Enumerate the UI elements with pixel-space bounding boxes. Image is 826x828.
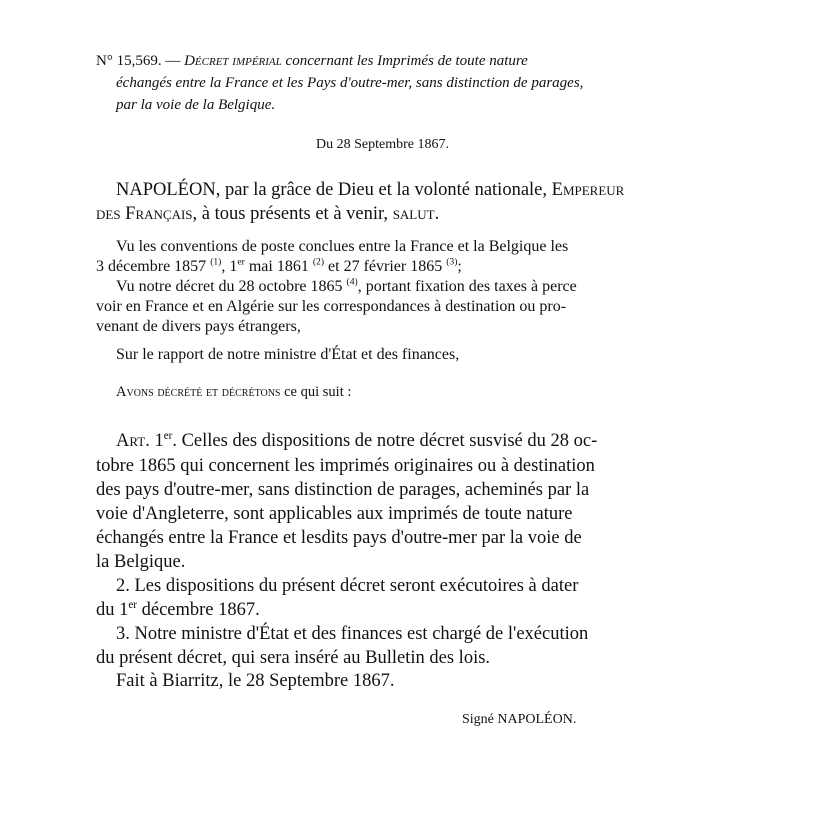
signature xyxy=(462,712,576,728)
emperor-name: NAPOLÉON xyxy=(116,180,216,200)
consideration-line: venant de divers pays étrangers, xyxy=(96,318,301,335)
footnote-ref-3[interactable]: (3) xyxy=(446,256,458,268)
consideration-line: Sur le rapport de notre ministre d'État et des finances, xyxy=(116,346,460,363)
article-1-line xyxy=(116,431,597,452)
enacting-smallcaps: Avons décrété et décrétons xyxy=(116,384,281,400)
footnote-ref-2[interactable]: (2) xyxy=(312,256,325,268)
decree-heading-line-1 xyxy=(96,53,528,70)
text: , 1 xyxy=(221,258,238,275)
ordinal: er xyxy=(163,429,173,442)
article-1-line: échangés entre la France et lesdits pays d'outre-mer par la voie de xyxy=(96,528,582,548)
decree-heading-line-2: échangés entre la France et les Pays d'outre-mer, sans distinction de parages, xyxy=(116,75,584,91)
consideration-line xyxy=(116,278,577,296)
ordinal: er xyxy=(128,598,137,611)
article-3-line: du présent décret, qui sera inséré au Bulletin des lois. xyxy=(96,648,491,668)
text: 3 décembre 1857 xyxy=(96,258,211,275)
text: mai 1861 xyxy=(244,258,313,275)
article-1-line: tobre 1865 qui concernent les imprimés originaires ou à destination xyxy=(96,456,595,476)
consideration-line xyxy=(96,258,462,276)
article-label: Art. 1 xyxy=(116,431,164,451)
article-1-line: des pays d'outre-mer, sans distinction de parages, acheminés par la xyxy=(96,480,590,500)
consideration-line: Vu les conventions de poste conclues entre la France et la Belgique les xyxy=(116,238,569,255)
signature-prefix: Signé xyxy=(462,712,498,727)
consideration-line: voir en France et en Algérie sur les correspondances à destination ou pro- xyxy=(96,298,567,315)
article-1-line: voie d'Angleterre, sont applicables aux imprimés de toute nature xyxy=(96,504,573,524)
article-2-line: 2. Les dispositions du présent décret seront exécutoires à dater xyxy=(116,576,579,596)
enacting-clause xyxy=(116,384,351,401)
emperor-title: Empereur xyxy=(551,180,625,200)
decree-title-rest: concernant les Imprimés de toute nature xyxy=(281,53,528,69)
footnote-ref-4[interactable]: (4) xyxy=(346,276,358,288)
article-2-line xyxy=(96,600,260,621)
text: Vu notre décret du 28 octobre 1865 xyxy=(116,278,347,295)
text: du 1 xyxy=(96,600,129,620)
preamble-line-1 xyxy=(116,180,624,201)
decree-title-smallcaps: Décret impérial xyxy=(184,53,282,69)
text: ; xyxy=(457,258,462,275)
decree-number: N° 15,569. xyxy=(96,53,162,69)
preamble-text: , par la grâce de Dieu et la volonté nationale, xyxy=(215,180,552,200)
text: et 27 février 1865 xyxy=(324,258,447,275)
text: , portant fixation des taxes à perce xyxy=(357,278,577,295)
signatory-name: NAPOLÉON. xyxy=(497,712,577,727)
text: ce qui suit : xyxy=(280,384,352,400)
text: . Celles des dispositions de notre décret susvisé du 28 oc- xyxy=(172,431,598,451)
article-1-line: la Belgique. xyxy=(96,552,186,572)
preamble-line-2 xyxy=(96,204,439,225)
dash: — xyxy=(161,53,185,69)
article-3-line: 3. Notre ministre d'État et des finances est chargé de l'exécution xyxy=(116,624,589,644)
decree-date: Du 28 Septembre 1867. xyxy=(316,137,449,152)
footnote-ref-1[interactable]: (1) xyxy=(210,256,222,268)
emperor-title-2: des Français xyxy=(96,204,193,224)
preamble-text-2: , à tous présents et à venir, xyxy=(192,204,393,224)
ordinal: er xyxy=(237,256,245,268)
text: décembre 1867. xyxy=(137,600,260,620)
salut: salut. xyxy=(392,204,440,224)
place-and-date: Fait à Biarritz, le 28 Septembre 1867. xyxy=(116,671,395,691)
decree-heading-line-3: par la voie de la Belgique. xyxy=(116,97,276,113)
